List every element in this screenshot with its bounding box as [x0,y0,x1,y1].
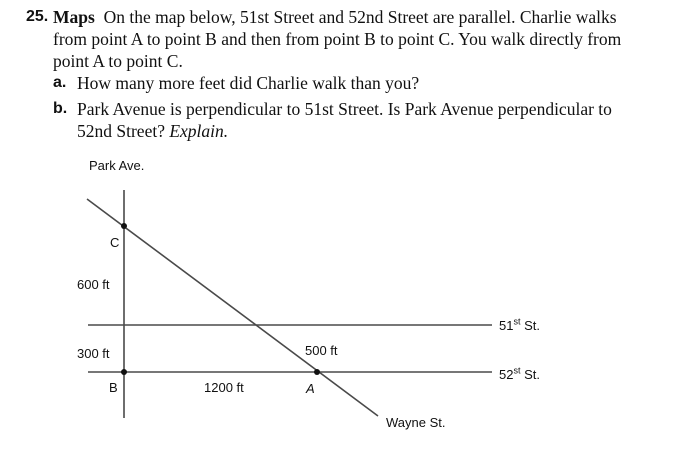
distance-500-label: 500 ft [305,343,338,358]
part-b-line-2-text: 52nd Street? [77,121,170,141]
wayne-st-label: Wayne St. [386,415,446,430]
distance-1200-label: 1200 ft [204,380,244,395]
street-52-ordinal: st [513,365,521,376]
street-51-suffix: St. [520,318,540,333]
point-b-label: B [109,380,118,395]
point-c-dot [121,223,127,229]
part-a-label: a. [53,74,67,91]
stem-line-2: from point A to point B and then from point B to point C. You walk directly from [53,29,622,49]
park-ave-label: Park Ave. [89,158,145,173]
problem-number: 25. [26,8,49,25]
point-b-dot [121,369,127,375]
street-52-suffix: St. [520,367,540,382]
point-a-label: A [306,381,315,396]
part-a-text: How many more feet did Charlie walk than you? [77,73,420,93]
part-b-label: b. [53,100,68,117]
stem-line-3: point A to point C. [53,51,183,71]
street-51-number: 51 [499,318,514,333]
stem-text-1: On the map below, 51st Street and 52nd Street are parallel. Charlie walks [103,7,617,27]
distance-600-label: 600 ft [77,277,110,292]
part-b-line-1: Park Avenue is perpendicular to 51st Street. Is Park Avenue perpendicular to [77,99,612,119]
distance-300-label: 300 ft [77,346,110,361]
street-52-label [499,367,540,382]
street-52-number: 52 [499,367,514,382]
part-b-explain: Explain. [169,121,229,141]
street-51-ordinal: st [513,316,521,327]
problem-title: Maps [53,7,95,27]
point-c-label: C [110,235,120,250]
point-a-dot [314,369,320,375]
street-51-label [499,318,540,333]
